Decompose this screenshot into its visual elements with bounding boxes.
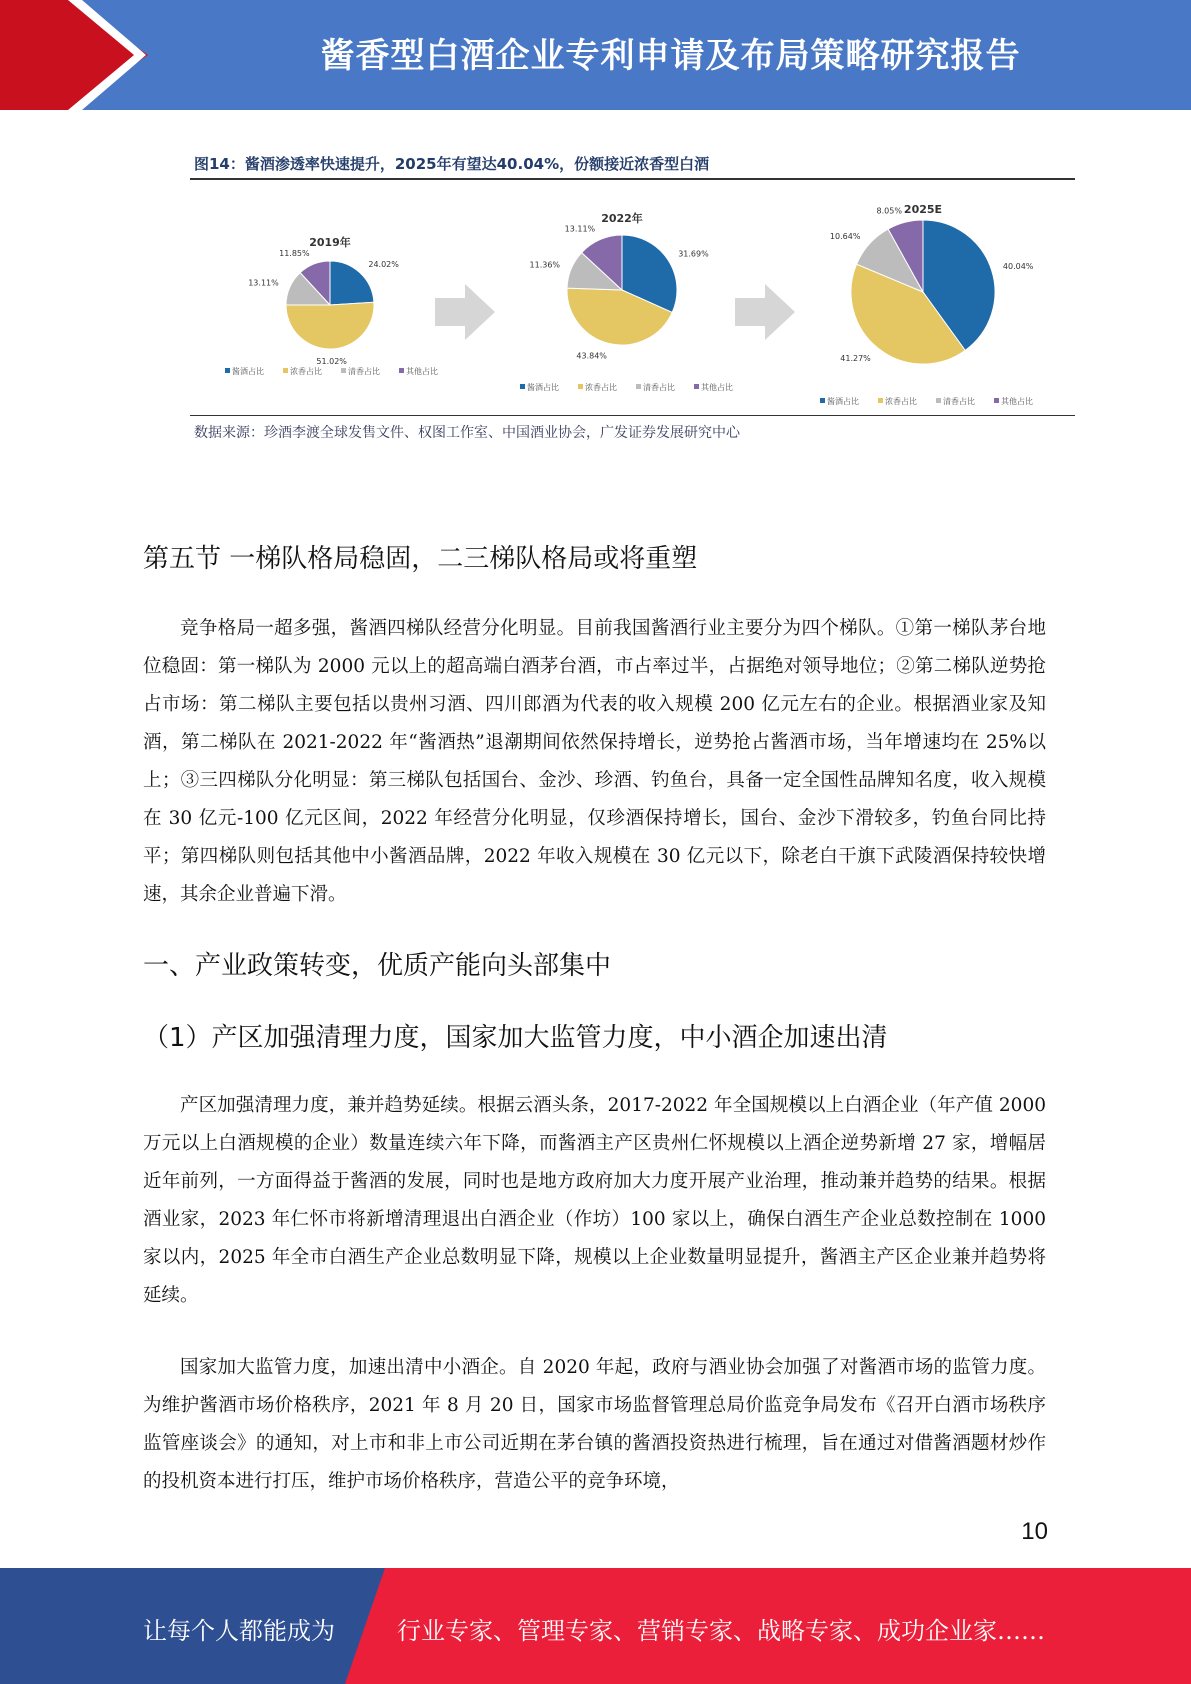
footer-slogan-left: 让每个人都能成为 [143, 1617, 335, 1645]
figure-bottom-rule [190, 415, 1075, 416]
pie-title: 2025E [903, 203, 943, 216]
legend-swatch [399, 368, 404, 373]
pie-chart [820, 203, 1034, 406]
pie-data-label: 8.05% [876, 206, 902, 216]
legend-label: 清香占比 [643, 383, 675, 392]
pie-data-label: 43.84% [576, 351, 607, 361]
section-title: 第五节 一梯队格局稳固，二三梯队格局或将重塑 [143, 544, 698, 574]
pie-data-label: 10.64% [829, 231, 861, 241]
pie-data-label: 51.02% [316, 356, 347, 366]
arrow-icon [735, 284, 795, 340]
page-number: 10 [1021, 1518, 1048, 1545]
paragraph: 产区加强清理力度，兼并趋势延续。根据云酒头条，2017-2022 年全国规模以上白酒企业（年产值 2000 万元以上白酒规模的企业）数量连续六年下降，而酱酒主产区贵州仁怀规模以上酒企逆势新增 27 家，增幅居近年前列，一方面得益于酱酒的发展，同时也是地方政府加大力度开展产业治理，推动兼并趋势的结果。根据酒业家，2023 年仁怀市将新增清理退出白酒企业（作坊）100 家以上，确保白酒生产企业总数控制在 1000 家以内，2025 年全市白酒生产企业总数明显下降，规模以上企业数量明显提升，酱酒主产区企业兼并趋势将延续。 [143, 1095, 1046, 1306]
legend-label: 清香占比 [943, 397, 975, 406]
legend-label: 酱酒占比 [232, 367, 264, 376]
legend-swatch [636, 384, 641, 389]
pie-chart [225, 235, 438, 376]
legend-swatch [694, 384, 699, 389]
pie-data-label: 40.04% [1002, 262, 1034, 272]
pie-data-label: 31.69% [678, 249, 709, 259]
pie-data-label: 11.85% [279, 248, 310, 258]
pie-slice [286, 302, 374, 349]
paragraph: 国家加大监管力度，加速出清中小酒企。自 2020 年起，政府与酒业协会加强了对酱酒市场的监管力度。为维护酱酒市场价格秩序，2021 年 8 月 20 日，国家市场监督管理总局价监竞争局发布《召开白酒市场秩序监管座谈会》的通知，对上市和非上市公司近期在茅台镇的酱酒投资热进行梳理，旨在通过对借酱酒题材炒作的投机资本进行打压，维护市场价格秩序，营造公平的竞争环境， [143, 1357, 1046, 1492]
legend-label: 浓香占比 [585, 383, 617, 392]
pie-title: 2022年 [601, 212, 643, 225]
page-header [0, 0, 1191, 110]
legend-swatch [283, 368, 288, 373]
pie-data-label: 13.11% [564, 224, 596, 234]
heading-level-1: 一、产业政策转变，优质产能向头部集中 [143, 951, 612, 981]
legend-swatch [341, 368, 346, 373]
legend-label: 酱酒占比 [827, 397, 859, 406]
pie-data-label: 41.27% [840, 353, 871, 363]
legend-label: 其他占比 [701, 383, 733, 392]
header-chevron-icon [0, 0, 160, 110]
footer-slogan-right: 行业专家、管理专家、营销专家、战略专家、成功企业家…… [397, 1617, 1045, 1645]
legend-label: 其他占比 [406, 367, 438, 376]
pie-data-label: 24.02% [368, 260, 399, 270]
pie-charts-svg [190, 180, 1075, 415]
report-title: 酱香型白酒企业专利申请及布局策略研究报告 [320, 36, 1021, 76]
legend-label: 清香占比 [348, 367, 380, 376]
legend-label: 浓香占比 [885, 397, 917, 406]
paragraph: 竞争格局一超多强，酱酒四梯队经营分化明显。目前我国酱酒行业主要分为四个梯队。①第一梯队茅台地位稳固：第一梯队为 2000 元以上的超高端白酒茅台酒，市占率过半，占据绝对领导地位；②第二梯队逆势抢占市场：第二梯队主要包括以贵州习酒、四川郎酒为代表的收入规模 200 亿元左右的企业。根据酒业家及知酒，第二梯队在 2021-2022 年“酱酒热”退潮期间依然保持增长，逆势抢占酱酒市场，当年增速均在 25%以上；③三四梯队分化明显：第三梯队包括国台、金沙、珍酒、钓鱼台，具备一定全国性品牌知名度，收入规模在 30 亿元-100 亿元区间，2022 年经营分化明显，仅珍酒保持增长，国台、金沙下滑较多，钓鱼台同比持平；第四梯队则包括其他中小酱酒品牌，2022 年收入规模在 30 亿元以下，除老白干旗下武陵酒保持较快增速，其余企业普遍下滑。 [143, 618, 1046, 905]
legend-swatch [936, 398, 941, 403]
legend-swatch [520, 384, 525, 389]
page-footer [0, 1568, 1191, 1684]
pie-data-label: 13.11% [248, 278, 279, 288]
pie-data-label: 11.36% [529, 260, 561, 270]
legend-swatch [225, 368, 230, 373]
legend-label: 其他占比 [1001, 397, 1033, 406]
legend-label: 浓香占比 [290, 367, 322, 376]
pie-title: 2019年 [309, 236, 351, 249]
legend-swatch [820, 398, 825, 403]
legend-swatch [994, 398, 999, 403]
legend-swatch [578, 384, 583, 389]
pie-charts [190, 180, 1075, 415]
pie-slice [330, 261, 374, 305]
figure-14 [190, 150, 1075, 442]
legend-swatch [878, 398, 883, 403]
figure-caption: 图14：酱酒渗透率快速提升，2025年有望达40.04%，份额接近浓香型白酒 [194, 155, 710, 173]
pie-chart [520, 211, 733, 392]
arrow-icon [435, 284, 495, 340]
legend-label: 酱酒占比 [527, 383, 559, 392]
heading-level-2: （1）产区加强清理力度，国家加大监管力度，中小酒企加速出清 [143, 1023, 888, 1053]
figure-source: 数据来源：珍酒李渡全球发售文件、权图工作室、中国酒业协会，广发证券发展研究中心 [194, 425, 740, 441]
